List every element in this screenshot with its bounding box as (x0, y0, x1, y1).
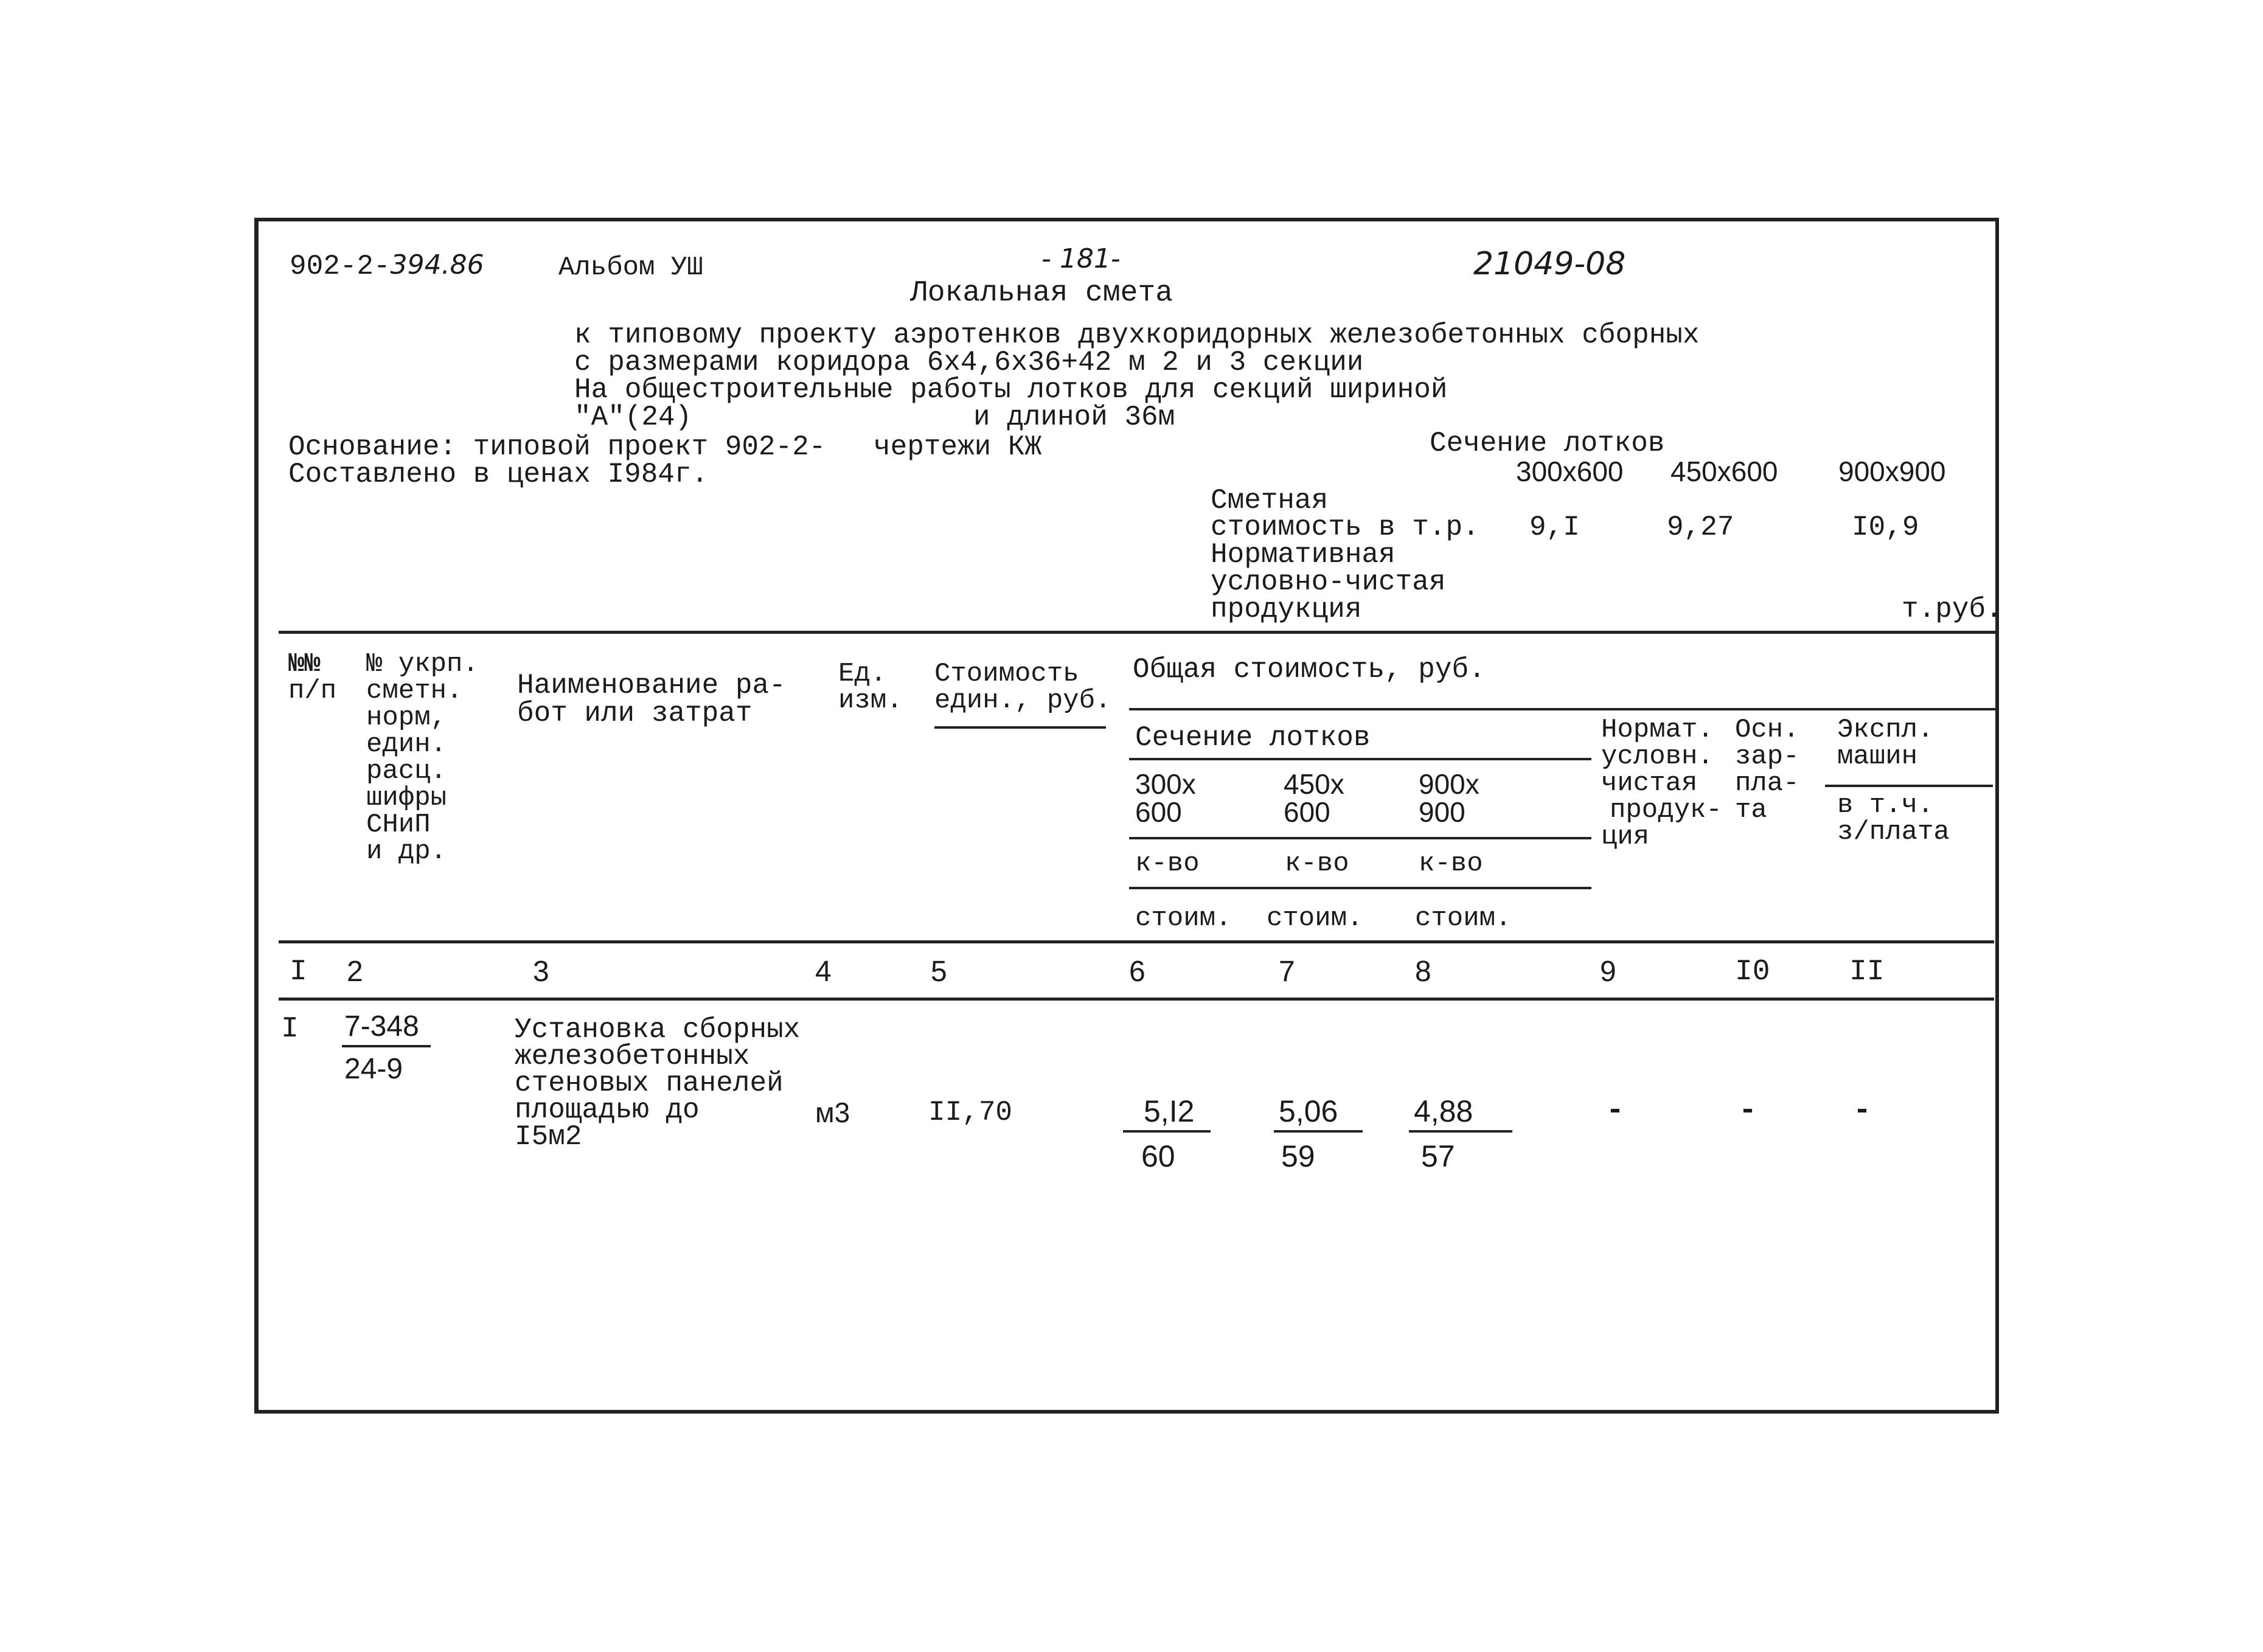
estimate-label-2: стоимость в т.р. (1211, 512, 1479, 543)
row1-col11: - (1853, 1094, 1872, 1128)
col10-header-3: пла- (1735, 768, 1799, 799)
estimate-value-300x600: 9,I (1529, 512, 1580, 543)
project-code: 902-2-394.86 (290, 249, 484, 282)
cost-header-a: стоим. (1135, 903, 1232, 934)
row1-cost-a: 60 (1141, 1139, 1175, 1173)
col2-header-4: един. (366, 729, 447, 760)
document-title: Локальная смета (910, 277, 1173, 310)
subtitle-line-5: и длиной 36м (973, 401, 1175, 433)
col3-header-1: Наименование ра- (517, 670, 786, 701)
row1-code-divider (342, 1045, 431, 1047)
row1-code-top: 7-348 (344, 1010, 419, 1043)
colnum-4: 4 (815, 956, 832, 988)
sections-title: Сечение лотков (1430, 428, 1665, 459)
row1-name-1: Установка сборных (515, 1014, 801, 1046)
col1-header-2: п/п (288, 676, 337, 706)
col9-header-4: продук- (1610, 795, 1722, 825)
row1-col9: - (1606, 1094, 1625, 1128)
colnum-bottom-rule (279, 998, 1994, 1001)
col2-header-7: СНиП (366, 810, 431, 840)
table-top-rule (279, 631, 1999, 634)
total-cost-rule (1129, 708, 1999, 710)
estimate-value-450x600: 9,27 (1667, 512, 1734, 543)
col10-header-2: зар- (1735, 741, 1799, 772)
archive-number: 21049-08 (1473, 246, 1626, 282)
row1-name-4: площадью до (515, 1094, 700, 1126)
normative-label-3: продукция (1211, 594, 1362, 625)
col10-header-4: та (1735, 795, 1767, 825)
col2-header-6: шифры (366, 783, 447, 813)
col11-sub-header-1: в т.ч. (1837, 790, 1934, 821)
col9-header-5: ция (1601, 822, 1650, 852)
sec-a-header-2: 600 (1135, 796, 1182, 828)
row1-qty-c-rule (1409, 1130, 1512, 1133)
col3-header-2: бот или затрат (517, 698, 753, 729)
row1-unit-cost: II,70 (928, 1097, 1013, 1128)
subtitle-line-1: к типовому проекту аэротенков двухкоридорных железобетонных сборных (574, 319, 1700, 351)
sec-b-header-1: 450х (1284, 768, 1344, 800)
col9-header-3: чистая (1601, 768, 1698, 799)
col11-header-1: Экспл. (1837, 715, 1934, 745)
row1-number: I (281, 1013, 299, 1046)
col11-sub-header-2: з/плата (1837, 817, 1950, 847)
col10-header-1: Осн. (1735, 715, 1799, 745)
col9-header-1: Нормат. (1601, 715, 1714, 745)
colnum-1: I (290, 956, 307, 988)
album-label: Альбом УШ (558, 252, 703, 283)
col5-underline (934, 726, 1106, 729)
qty-header-b: к-во (1285, 849, 1349, 879)
cost-header-b: стоим. (1267, 903, 1363, 934)
sec-size-rule (1129, 837, 1591, 839)
estimate-label-1: Сметная (1211, 485, 1329, 516)
row1-cost-c: 57 (1421, 1139, 1455, 1173)
colnum-6: 6 (1129, 956, 1145, 988)
subtitle-line-4: "А"(24) (574, 401, 692, 433)
colnum-10: I0 (1735, 956, 1770, 988)
normative-unit: т.руб. (1902, 594, 2003, 625)
col11-header-2: машин (1837, 741, 1918, 772)
row1-name-3: стеновых панелей (515, 1067, 784, 1099)
qty-header-c: к-во (1419, 849, 1483, 879)
subtitle-line-2: с размерами коридора 6х4,6х36+42 м 2 и 3 секции (574, 347, 1364, 378)
col2-header-5: расц. (366, 756, 447, 786)
section-900x900: 900х900 (1838, 456, 1946, 487)
qty-rule (1129, 887, 1591, 889)
row1-qty-a: 5,I2 (1144, 1094, 1195, 1128)
section-300x600: 300х600 (1516, 456, 1624, 487)
row1-unit: м3 (815, 1097, 850, 1128)
col1-header-1: №№ (288, 649, 321, 679)
sections-rule (1129, 758, 1591, 760)
colnum-7: 7 (1279, 956, 1295, 988)
normative-label-1: Нормативная (1211, 539, 1396, 571)
cost-header-c: стоим. (1415, 903, 1512, 934)
colnum-3: 3 (533, 956, 549, 988)
total-cost-header: Общая стоимость, руб. (1133, 654, 1486, 685)
col11-rule (1825, 785, 1993, 787)
col5-header-2: един., руб. (934, 685, 1111, 716)
colnum-8: 8 (1415, 956, 1431, 988)
header-bottom-rule (279, 940, 1994, 943)
basis-drawings: чертежи КЖ (874, 431, 1042, 463)
sec-b-header-2: 600 (1284, 796, 1330, 828)
colnum-2: 2 (347, 956, 363, 988)
col5-header-1: Стоимость (934, 659, 1079, 689)
col4-header-1: Ед. (838, 659, 887, 689)
col2-header-2: сметн. (366, 676, 463, 706)
row1-name-2: железобетонных (515, 1041, 750, 1072)
colnum-9: 9 (1600, 956, 1616, 988)
sections-header: Сечение лотков (1135, 722, 1371, 754)
row1-name-5: I5м2 (515, 1121, 582, 1153)
col2-header-8: и др. (366, 836, 447, 867)
row1-cost-b: 59 (1281, 1139, 1315, 1173)
page-number: - 181- (1041, 243, 1121, 274)
col9-header-2: условн. (1601, 741, 1714, 772)
row1-code-bottom: 24-9 (344, 1053, 403, 1085)
normative-label-2: условно-чистая (1211, 566, 1446, 598)
row1-qty-b: 5,06 (1279, 1094, 1338, 1128)
prices-label: Составлено в ценах I984г. (288, 459, 709, 490)
row1-col10: - (1739, 1094, 1757, 1128)
colnum-11: II (1849, 956, 1885, 988)
row1-qty-b-rule (1274, 1130, 1363, 1133)
sec-c-header-2: 900 (1419, 796, 1465, 828)
sec-a-header-1: 300х (1135, 768, 1196, 800)
qty-header-a: к-во (1135, 849, 1200, 879)
estimate-value-900x900: I0,9 (1852, 512, 1919, 543)
col4-header-2: изм. (838, 685, 903, 716)
section-450x600: 450х600 (1670, 456, 1778, 487)
col2-header-3: норм, (366, 703, 447, 733)
col2-header-1: № укрп. (366, 649, 479, 679)
basis-label: Основание: типовой проект 902-2- (288, 431, 826, 463)
row1-qty-c: 4,88 (1414, 1094, 1473, 1128)
row1-qty-a-rule (1123, 1130, 1211, 1133)
subtitle-line-3: На общестроительные работы лотков для секций шириной (574, 374, 1448, 406)
sec-c-header-1: 900х (1419, 768, 1479, 800)
colnum-5: 5 (931, 956, 947, 988)
